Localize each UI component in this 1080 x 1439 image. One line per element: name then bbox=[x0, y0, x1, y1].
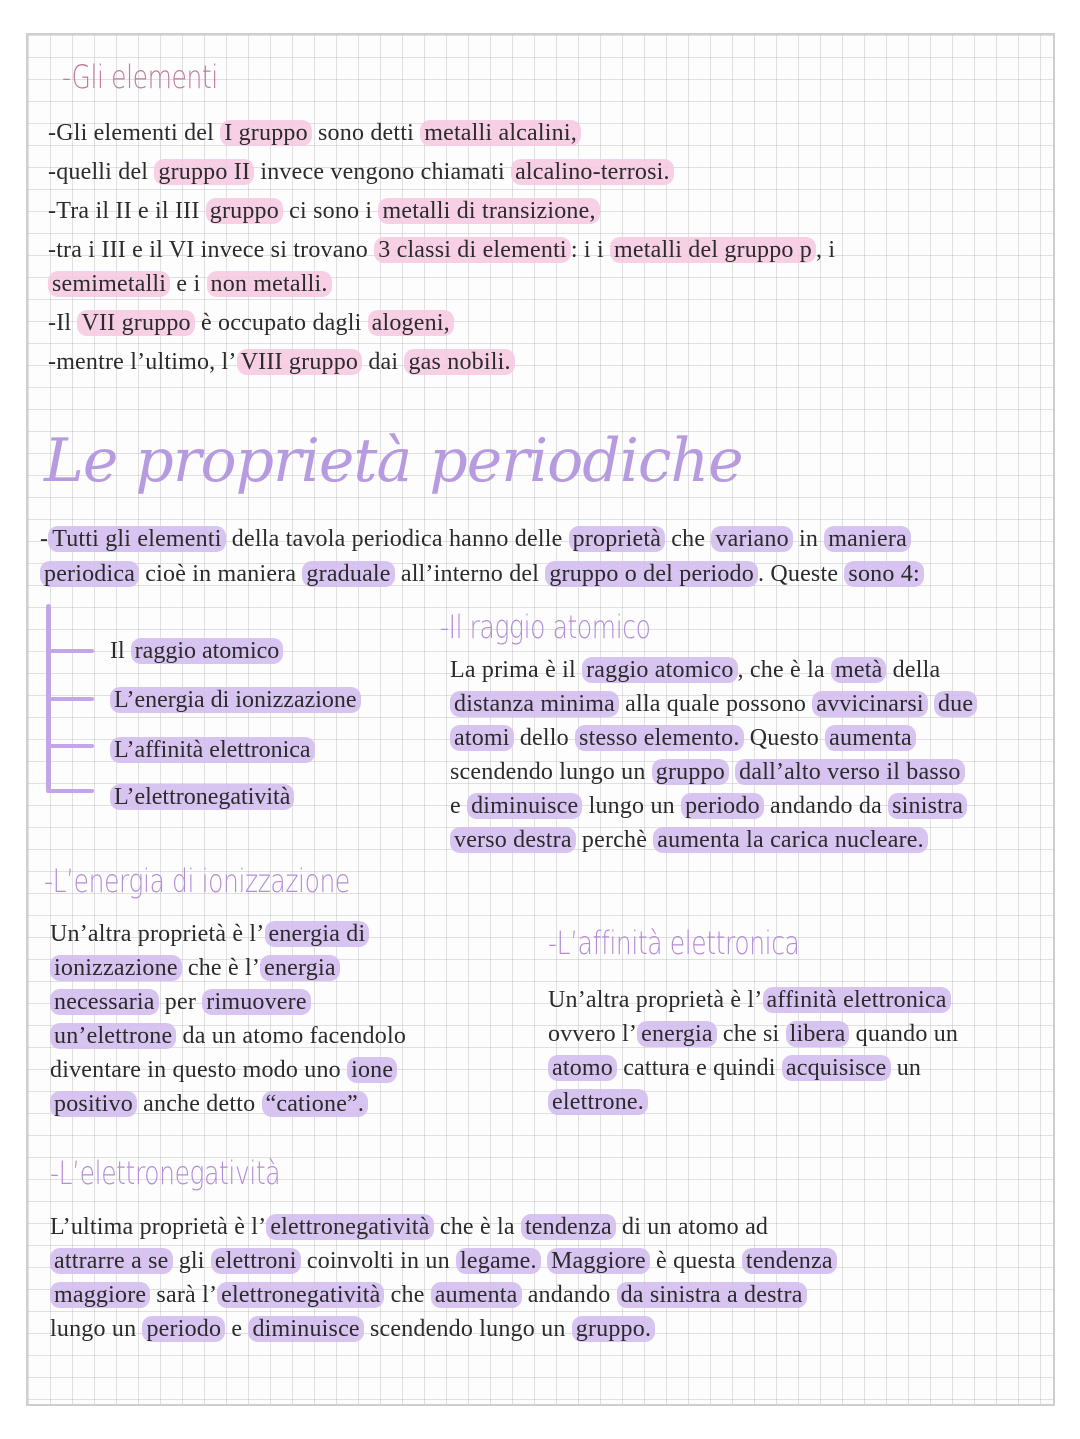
affinita-section bbox=[548, 983, 958, 1119]
list-item: L’elettronegatività bbox=[110, 780, 294, 814]
elementi-line: -tra i III e il VI invece si trovano 3 classi di elementi : i i metalli del gruppo p , i bbox=[48, 237, 836, 263]
elementi-line: semimetalli e i non metalli. bbox=[48, 267, 835, 301]
list-bracket-tick bbox=[46, 789, 94, 793]
list-bracket-tick bbox=[46, 649, 94, 653]
intro-line: periodica cioè in maniera graduale all’interno del gruppo o del periodo . Queste sono 4: bbox=[40, 557, 924, 591]
energia-line: ionizzazione che è l’ energia bbox=[50, 951, 406, 985]
raggio-line: La prima è il raggio atomico , che è la metà della bbox=[450, 657, 941, 683]
energia-line: Un’altra proprietà è l’ energia di bbox=[50, 917, 406, 951]
raggio-section bbox=[450, 653, 977, 857]
elettroneg-line: attrarre a se gli elettroni coinvolti in un legame. Maggiore è questa tendenza bbox=[50, 1244, 837, 1278]
elettroneg-line: maggiore sarà l’ elettronegatività che aumenta andando da sinistra a destra bbox=[50, 1278, 837, 1312]
elementi-section bbox=[48, 116, 835, 379]
affinita-line: atomo cattura e quindi acquisisce un bbox=[548, 1051, 958, 1085]
elettroneg-line: lungo un periodo e diminuisce scendendo lungo un gruppo. bbox=[50, 1312, 837, 1346]
raggio-line: atomi dello stesso elemento. Questo aumenta bbox=[450, 721, 977, 755]
intro-line: - Tutti gli elementi della tavola periodica hanno delle proprietà che variano in maniera bbox=[40, 522, 924, 556]
elementi-line: -Gli elementi del I gruppo sono detti metalli alcalini, bbox=[48, 116, 835, 150]
elementi-line: -Tra il II e il III gruppo ci sono i metalli di transizione, bbox=[48, 194, 835, 228]
heading-elettronegativita: -L’elettronegatività bbox=[50, 1154, 281, 1192]
energia-line: diventare in questo modo uno ione bbox=[50, 1053, 406, 1087]
raggio-line: e diminuisce lungo un periodo andando da sinistra bbox=[450, 789, 977, 823]
list-bracket-tick bbox=[46, 744, 94, 748]
energia-line: necessaria per rimuovere bbox=[50, 985, 406, 1019]
affinita-line: Un’altra proprietà è l’ affinità elettronica bbox=[548, 983, 958, 1017]
heading-raggio-atomico: -Il raggio atomico bbox=[440, 608, 651, 646]
list-bracket-tick bbox=[46, 697, 94, 701]
raggio-line: verso destra perchè aumenta la carica nucleare. bbox=[450, 823, 977, 857]
intro-paragraph bbox=[40, 522, 924, 591]
raggio-line: scendendo lungo un gruppo dall’alto verso il basso bbox=[450, 755, 977, 789]
heading-energia-ionizzazione: -L’energia di ionizzazione bbox=[44, 862, 350, 900]
elettroneg-section bbox=[50, 1210, 837, 1346]
affinita-line: elettrone. bbox=[548, 1085, 958, 1119]
elettroneg-line: L’ultima proprietà è l’ elettronegatività che è la tendenza di un atomo ad bbox=[50, 1214, 769, 1240]
page-title: Le proprietà periodiche bbox=[44, 426, 743, 496]
elementi-line: -quelli del gruppo II invece vengono chiamati alcalino-terrosi. bbox=[48, 155, 835, 189]
elementi-line: -mentre l’ultimo, l’ VIII gruppo dai gas nobili. bbox=[48, 345, 835, 379]
energia-line: positivo anche detto “catione”. bbox=[50, 1087, 406, 1121]
raggio-line: distanza minima alla quale possono avvicinarsi due bbox=[450, 687, 977, 721]
elementi-line: -Il VII gruppo è occupato dagli alogeni, bbox=[48, 306, 835, 340]
energia-line: un’elettrone da un atomo facendolo bbox=[50, 1019, 406, 1053]
heading-affinita-elettronica: -L’affinità elettronica bbox=[548, 924, 800, 962]
heading-gli-elementi: -Gli elementi bbox=[62, 58, 218, 96]
list-item: L’energia di ionizzazione bbox=[110, 683, 361, 717]
affinita-line: ovvero l’ energia che si libera quando un bbox=[548, 1021, 959, 1047]
list-item: Il raggio atomico bbox=[110, 634, 283, 668]
energia-section bbox=[50, 917, 406, 1121]
list-item: L’affinità elettronica bbox=[110, 733, 315, 767]
